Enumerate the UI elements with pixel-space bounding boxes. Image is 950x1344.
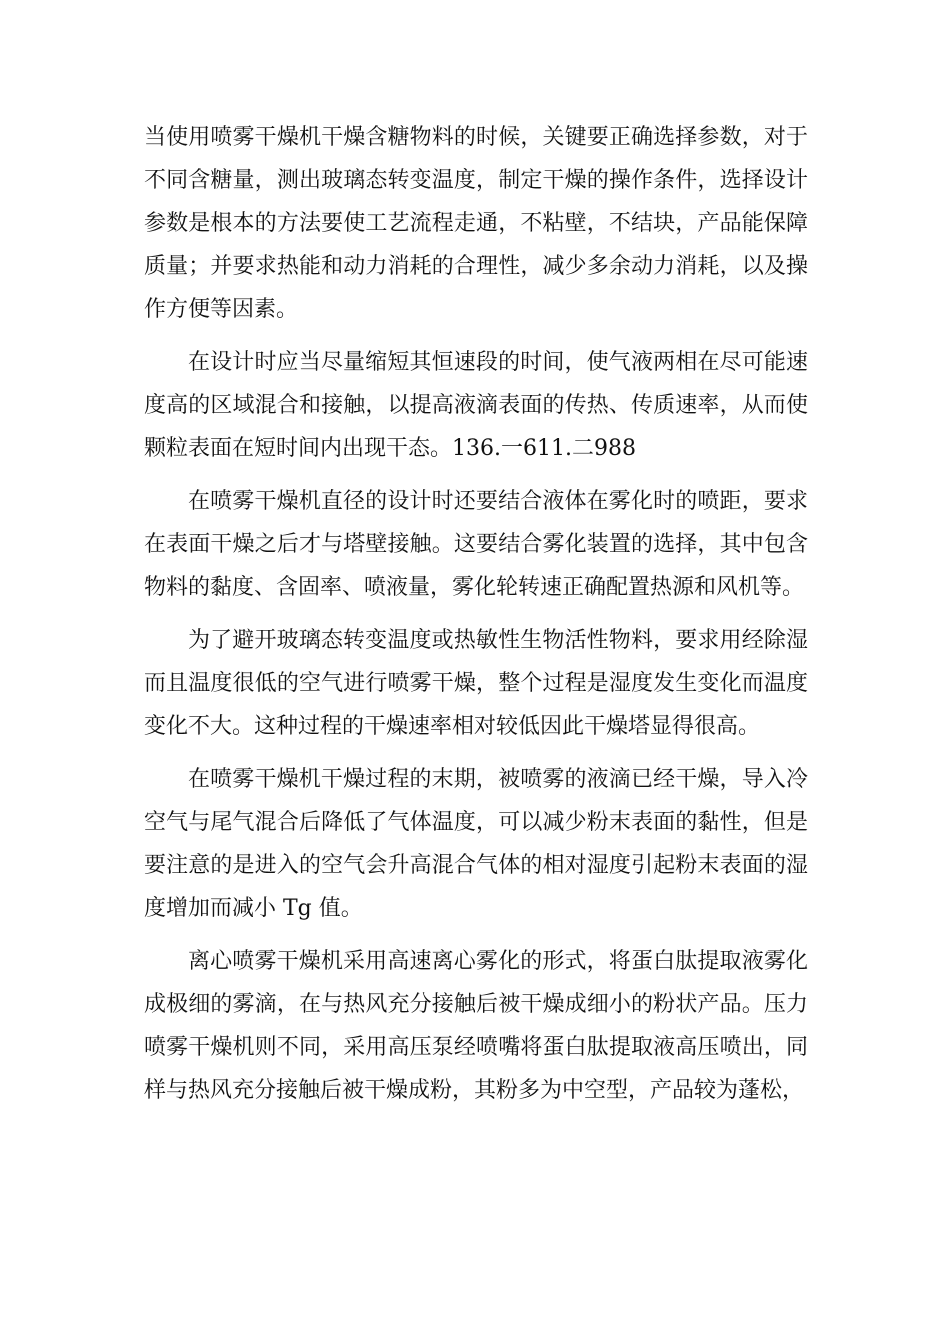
paragraph-glass-transition: 为了避开玻璃态转变温度或热敏性生物活性物料，要求用经除湿而且温度很低的空气进行喷雾干燥，整个过程是湿度发生变化而温度变化不大。这种过程的干燥速率相对较低因此干燥塔显得很高。 [144,628,808,739]
paragraph-dryer-diameter: 在喷雾干燥机直径的设计时还要结合液体在雾化时的喷距，要求在表面干燥之后才与塔壁接触。这要结合雾化装置的选择，其中包含物料的黏度、含固率、喷液量，雾化轮转速正确配置热源和风机等。 [144,489,808,600]
document-body [144,116,808,1122]
paragraph-constant-rate: 在设计时应当尽量缩短其恒速段的时间，使气液两相在尽可能速度高的区域混合和接触，以提高液滴表面的传热、传质速率，从而使颗粒表面在短时间内出现干态。136.一611.二988 [144,350,808,461]
paragraph-centrifugal-vs-pressure: 离心喷雾干燥机采用高速离心雾化的形式，将蛋白肽提取液雾化成极细的雾滴，在与热风充分接触后被干燥成细小的粉状产品。压力喷雾干燥机则不同，采用高压泵经喷嘴将蛋白肽提取液高压喷出，同样与热风充分接触后被干燥成粉，其粉多为中空型，产品较为蓬松， [144,949,808,1103]
paragraph-sugar-drying: 当使用喷雾干燥机干燥含糖物料的时候，关键要正确选择参数，对于不同含糖量，测出玻璃态转变温度，制定干燥的操作条件，选择设计参数是根本的方法要使工艺流程走通，不粘壁，不结块，产品能保障质量；并要求热能和动力消耗的合理性，减少多余动力消耗，以及操作方便等因素。 [144,125,808,322]
paragraph-final-stage: 在喷雾干燥机干燥过程的末期，被喷雾的液滴已经干燥，导入冷空气与尾气混合后降低了气体温度，可以减少粉末表面的黏性，但是要注意的是进入的空气会升高混合气体的相对湿度引起粉末表面的湿度增加而减小 Tg 值。 [144,767,808,921]
